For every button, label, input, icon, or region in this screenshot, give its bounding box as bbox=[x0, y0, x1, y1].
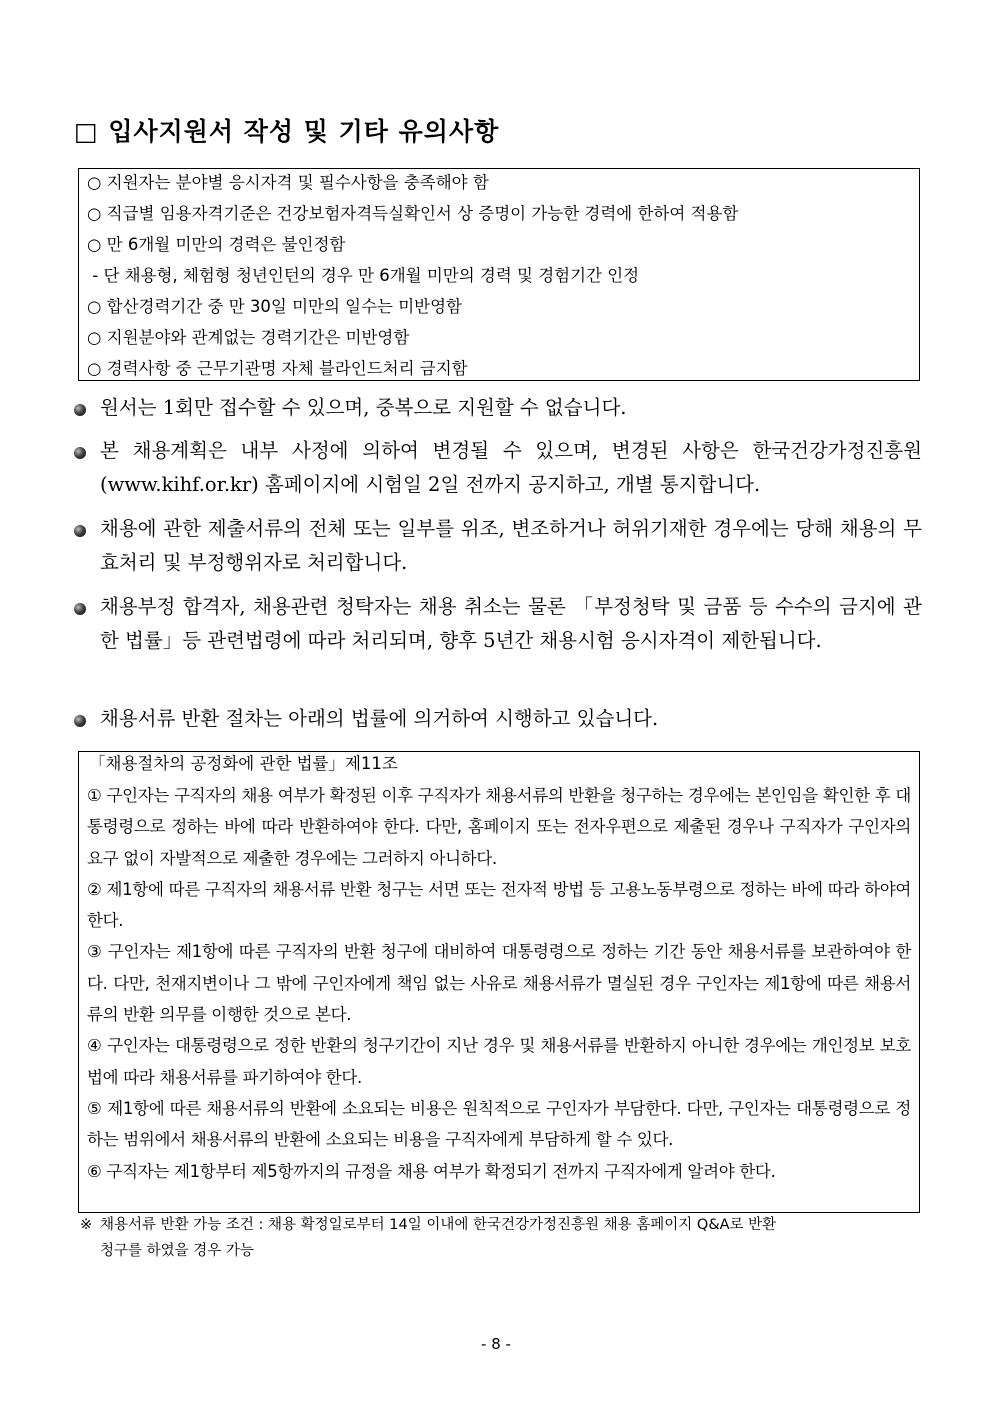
notice-paragraph: 채용서류 반환 절차는 아래의 법률에 의거하여 시행하고 있습니다. bbox=[100, 707, 659, 730]
requirement-subitem: - 단 채용형, 체험형 청년인턴의 경우 만 6개월 미만의 경력 및 경험기간 인정 bbox=[87, 266, 640, 285]
page-title: □ 입사지원서 작성 및 기타 유의사항 bbox=[74, 117, 500, 146]
notice-paragraph: 채용부정 합격자, 채용관련 청탁자는 채용 취소는 물론 「부정청탁 및 금품 등 수수의 금지에 관한 법률」등 관련법령에 따라 처리되며, 향후 5년간 채용시험 응시자격이 제한됩니다. bbox=[100, 595, 922, 652]
reference-mark: ※ bbox=[80, 1217, 93, 1233]
requirement-item: ○ 지원분야와 관계없는 경력기간은 미반영함 bbox=[87, 328, 410, 347]
footnote bbox=[80, 1212, 920, 1264]
bullet-icon bbox=[74, 603, 86, 615]
footnote-line: 채용서류 반환 가능 조건 : 채용 확정일로부터 14일 이내에 한국건강가정진흥원 채용 홈페이지 Q&A로 반환 bbox=[100, 1217, 777, 1233]
bullet-icon bbox=[74, 404, 86, 416]
bullet-icon bbox=[74, 447, 86, 459]
requirement-item: ○ 경력사항 중 근무기관명 자체 블라인드처리 금지함 bbox=[87, 359, 468, 378]
footnote-line: 청구를 하였을 경우 가능 bbox=[100, 1243, 254, 1259]
requirement-item: ○ 지원자는 분야별 응시자격 및 필수사항을 충족해야 함 bbox=[87, 173, 489, 192]
requirement-item: ○ 합산경력기간 중 만 30일 미만의 일수는 미반영함 bbox=[87, 297, 462, 316]
page-number: - 8 - bbox=[481, 1335, 511, 1353]
notice-paragraph: 원서는 1회만 접수할 수 있으며, 중복으로 지원할 수 없습니다. bbox=[100, 396, 627, 419]
notice-paragraph: 채용에 관한 제출서류의 전체 또는 일부를 위조, 변조하거나 허위기재한 경우에는 당해 채용의 무효처리 및 부정행위자로 처리합니다. bbox=[100, 517, 922, 574]
law-clause: ② 제1항에 따른 구직자의 채용서류 반환 청구는 서면 또는 전자적 방법 등 고용노동부령으로 정하는 바에 따라 하야여 한다. bbox=[87, 879, 911, 931]
requirements-box bbox=[78, 168, 920, 381]
notice-paragraph: 본 채용계획은 내부 사정에 의하여 변경될 수 있으며, 변경된 사항은 한국건강가정진흥원(www.kihf.or.kr) 홈페이지에 시험일 2일 전까지 공지하고, 개별 통지합니다. bbox=[100, 439, 922, 496]
requirement-item: ○ 만 6개월 미만의 경력은 불인정함 bbox=[87, 235, 346, 254]
bullet-icon bbox=[74, 525, 86, 537]
law-clause: ④ 구인자는 대통령령으로 정한 반환의 청구기간이 지난 경우 및 채용서류를 반환하지 아니한 경우에는 개인정보 보호법에 따라 채용서류를 파기하여야 한다. bbox=[87, 1036, 911, 1087]
requirement-item: ○ 직급별 임용자격기준은 건강보험자격득실확인서 상 증명이 가능한 경력에 한하여 적용함 bbox=[87, 204, 739, 223]
law-clause: ① 구인자는 구직자의 채용 여부가 확정된 이후 구직자가 채용서류의 반환을 청구하는 경우에는 본인임을 확인한 후 대통령령으로 정하는 바에 따라 반환하여야 한다. 다만, 홈페이지 또는 전자우편으로 제출된 경우나 구직자가 구인자의 요구 없이 자발적으로 제출한 경우에는 그러하지 아니하다. bbox=[87, 786, 911, 868]
law-box bbox=[78, 751, 920, 1213]
law-clause: ⑤ 제1항에 따른 채용서류의 반환에 소요되는 비용은 원칙적으로 구인자가 부담한다. 다만, 구인자는 대통령령으로 정하는 범위에서 채용서류의 반환에 소요되는 비용을 구직자에게 부담하게 할 수 있다. bbox=[87, 1098, 911, 1150]
law-clause: ⑥ 구직자는 제1항부터 제5항까지의 규정을 채용 여부가 확정되기 전까지 구직자에게 알려야 한다. bbox=[87, 1161, 776, 1181]
law-clause: ③ 구인자는 제1항에 따른 구직자의 반환 청구에 대비하여 대통령령으로 정하는 기간 동안 채용서류를 보관하여야 한다. 다만, 천재지변이나 그 밖에 구인자에게 책임 없는 사유로 채용서류가 멸실된 경우 구인자는 제1항에 따른 채용서류의 반환 의무를 이행한 것으로 본다. bbox=[87, 942, 912, 1025]
bullet-icon bbox=[74, 715, 86, 727]
law-body bbox=[87, 780, 911, 1187]
law-title: 「채용절차의 공정화에 관한 법률」제11조 bbox=[89, 754, 398, 773]
